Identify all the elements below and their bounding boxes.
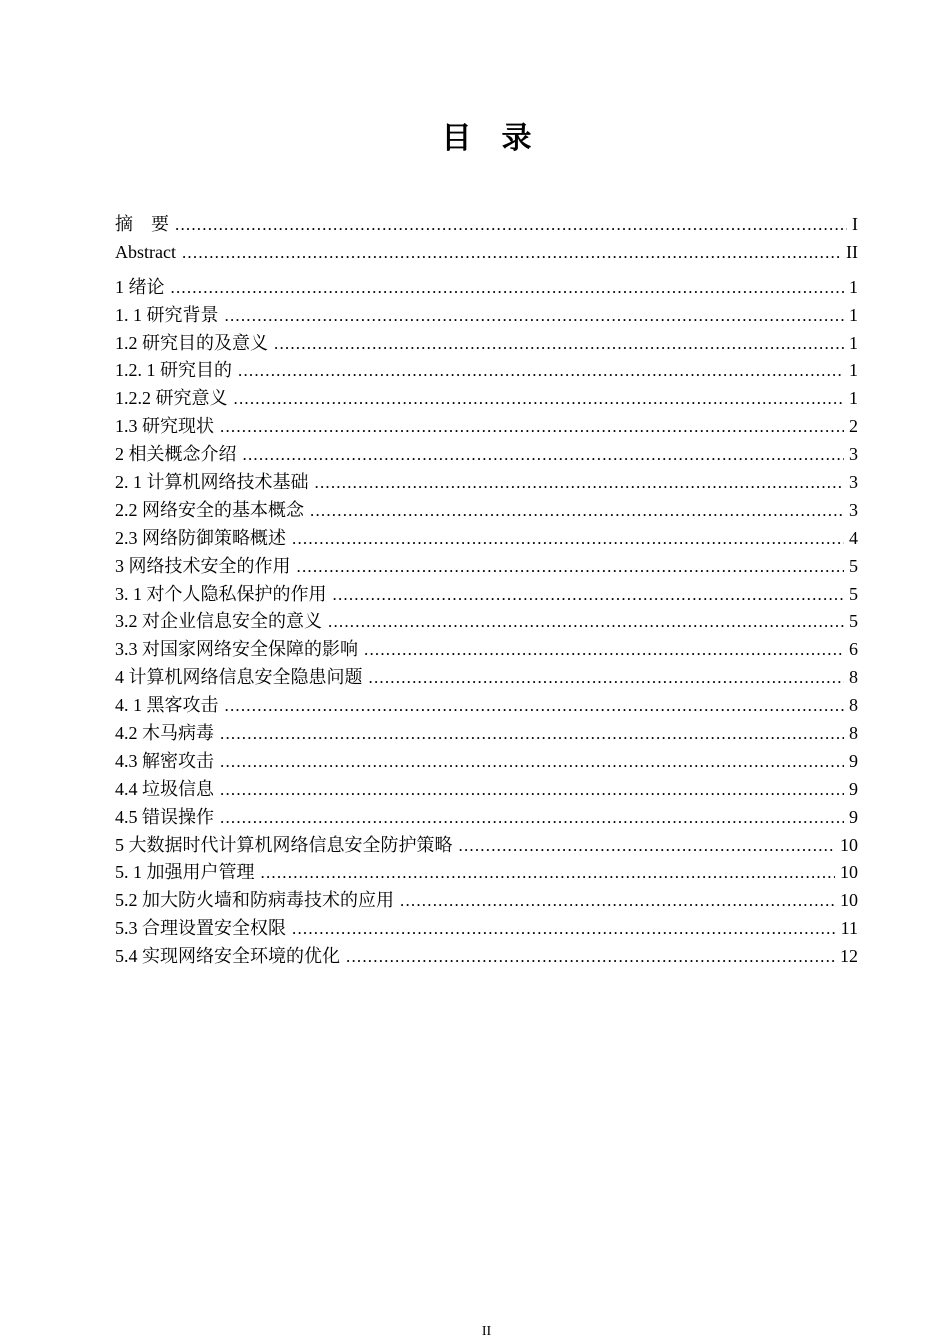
toc-entry[interactable] <box>115 776 858 804</box>
toc-entry-page-number: 10 <box>840 890 858 911</box>
toc-leader-dots <box>182 239 841 267</box>
toc-entry[interactable] <box>115 915 858 943</box>
toc-leader-dots <box>243 441 845 469</box>
toc-entry-page-number: I <box>852 214 858 234</box>
toc-leader-dots <box>292 915 836 943</box>
toc-leader-dots <box>274 330 844 358</box>
toc-leader-dots <box>297 553 845 581</box>
document-title: 目 录 <box>441 122 532 155</box>
toc-leader-dots <box>225 692 845 720</box>
toc-leader-dots <box>315 469 845 497</box>
toc-entry-label: 3. 1 对个人隐私保护的作用 <box>115 583 327 604</box>
toc-entry-page-number: 10 <box>840 862 858 883</box>
toc-entry-label: 4. 1 黑客攻击 <box>115 695 219 716</box>
toc-entry-page-number: 5 <box>849 555 858 576</box>
toc-leader-dots <box>171 274 845 302</box>
toc-entry-label: 5. 1 加强用户管理 <box>115 862 255 883</box>
toc-entry-label: 4.3 解密攻击 <box>115 750 214 771</box>
toc-entry-label: 1 绪论 <box>115 276 165 297</box>
footer-page-number: II <box>481 1324 492 1339</box>
toc-leader-dots <box>364 636 844 664</box>
toc-entry-page-number: 1 <box>849 276 858 297</box>
toc-entry-label: 3.2 对企业信息安全的意义 <box>115 611 322 632</box>
toc-leader-dots <box>220 720 844 748</box>
toc-entry[interactable] <box>115 413 858 441</box>
toc-entry[interactable] <box>115 636 858 664</box>
toc-entry-page-number: 1 <box>849 332 858 353</box>
toc-entry-label: Abstract <box>115 241 176 262</box>
toc-entry-label: 2. 1 计算机网络技术基础 <box>115 472 309 493</box>
toc-entry-page-number: 8 <box>849 667 858 688</box>
toc-entry-page-number: 3 <box>849 444 858 465</box>
toc-entry[interactable] <box>115 804 858 832</box>
toc-leader-dots <box>369 664 845 692</box>
toc-entry-label: 5 大数据时代计算机网络信息安全防护策略 <box>115 834 453 855</box>
toc-entry-label: 1. 1 研究背景 <box>115 304 219 325</box>
toc-entry[interactable] <box>115 525 858 553</box>
toc-entry-label: 4.4 垃圾信息 <box>115 778 214 799</box>
toc-entry-page-number: 1 <box>849 388 858 409</box>
toc-entry-page-number: 12 <box>840 946 858 967</box>
toc-leader-dots <box>220 748 844 776</box>
toc-entry-page-number: 9 <box>849 778 858 799</box>
toc-entry[interactable] <box>115 385 858 413</box>
toc-entry-page-number: 10 <box>840 834 858 855</box>
toc-entry-page-number: 3 <box>849 499 858 520</box>
toc-entry-label: 2.3 网络防御策略概述 <box>115 527 286 548</box>
toc-entry[interactable] <box>115 720 858 748</box>
toc-entry[interactable] <box>115 302 858 330</box>
toc-leader-dots <box>261 859 836 887</box>
toc-entry-label: 摘 要 <box>115 214 169 234</box>
toc-entry-page-number: 5 <box>849 583 858 604</box>
toc-entry[interactable] <box>115 357 858 385</box>
toc-entry-page-number: 5 <box>849 611 858 632</box>
toc-leader-dots <box>310 497 844 525</box>
toc-entry-label: 1.2. 1 研究目的 <box>115 360 232 381</box>
toc-leader-dots <box>328 608 844 636</box>
toc-entry[interactable] <box>115 469 858 497</box>
toc-entry-label: 1.2 研究目的及意义 <box>115 332 268 353</box>
toc-entry-page-number: II <box>846 241 858 262</box>
toc-entry[interactable] <box>115 330 858 358</box>
toc-entry[interactable] <box>115 859 858 887</box>
toc-entry-label: 4 计算机网络信息安全隐患问题 <box>115 667 363 688</box>
toc-entry-label: 4.5 错误操作 <box>115 806 214 827</box>
toc-entry[interactable] <box>115 497 858 525</box>
toc-entry-label: 5.2 加大防火墙和防病毒技术的应用 <box>115 890 394 911</box>
toc-leader-dots <box>220 804 844 832</box>
toc-entry-label: 3 网络技术安全的作用 <box>115 555 291 576</box>
toc-entry-label: 2.2 网络安全的基本概念 <box>115 499 304 520</box>
toc-leader-dots <box>333 581 845 609</box>
toc-entry-page-number: 8 <box>849 695 858 716</box>
toc-leader-dots <box>459 832 836 860</box>
toc-entry-page-number: 9 <box>849 750 858 771</box>
toc-entry[interactable] <box>115 581 858 609</box>
toc-leader-dots <box>220 413 844 441</box>
toc-entry[interactable] <box>115 211 858 239</box>
toc-entry-page-number: 3 <box>849 472 858 493</box>
toc-leader-dots <box>234 385 845 413</box>
toc-entry[interactable] <box>115 692 858 720</box>
toc-leader-dots <box>175 211 847 239</box>
toc-leader-dots <box>292 525 844 553</box>
toc-entry-label: 4.2 木马病毒 <box>115 723 214 744</box>
toc-entry-page-number: 4 <box>849 527 858 548</box>
toc-entry[interactable] <box>115 832 858 860</box>
toc-entry[interactable] <box>115 943 858 971</box>
toc-entry-label: 2 相关概念介绍 <box>115 444 237 465</box>
toc-leader-dots <box>400 887 835 915</box>
toc-leader-dots <box>220 776 844 804</box>
toc-entry[interactable] <box>115 664 858 692</box>
toc-entry-page-number: 1 <box>849 304 858 325</box>
toc-entry-page-number: 2 <box>849 416 858 437</box>
toc-leader-dots <box>346 943 835 971</box>
toc-entry-page-number: 11 <box>840 918 858 939</box>
toc-entry[interactable] <box>115 748 858 776</box>
toc-entry[interactable] <box>115 608 858 636</box>
toc-leader-dots <box>238 357 844 385</box>
toc-leader-dots <box>225 302 845 330</box>
toc-entry-label: 5.4 实现网络安全环境的优化 <box>115 946 340 967</box>
toc-entry-page-number: 1 <box>849 360 858 381</box>
toc-entry-page-number: 6 <box>849 639 858 660</box>
toc-entry-label: 3.3 对国家网络安全保障的影响 <box>115 639 358 660</box>
toc-entry[interactable] <box>115 553 858 581</box>
toc-list <box>115 211 858 971</box>
toc-entry-label: 1.2.2 研究意义 <box>115 388 228 409</box>
toc-entry[interactable] <box>115 441 858 469</box>
toc-entry[interactable] <box>115 239 858 267</box>
toc-entry-page-number: 8 <box>849 723 858 744</box>
toc-entry-label: 5.3 合理设置安全权限 <box>115 918 286 939</box>
toc-entry[interactable] <box>115 274 858 302</box>
toc-entry-label: 1.3 研究现状 <box>115 416 214 437</box>
toc-entry[interactable] <box>115 887 858 915</box>
toc-entry-page-number: 9 <box>849 806 858 827</box>
